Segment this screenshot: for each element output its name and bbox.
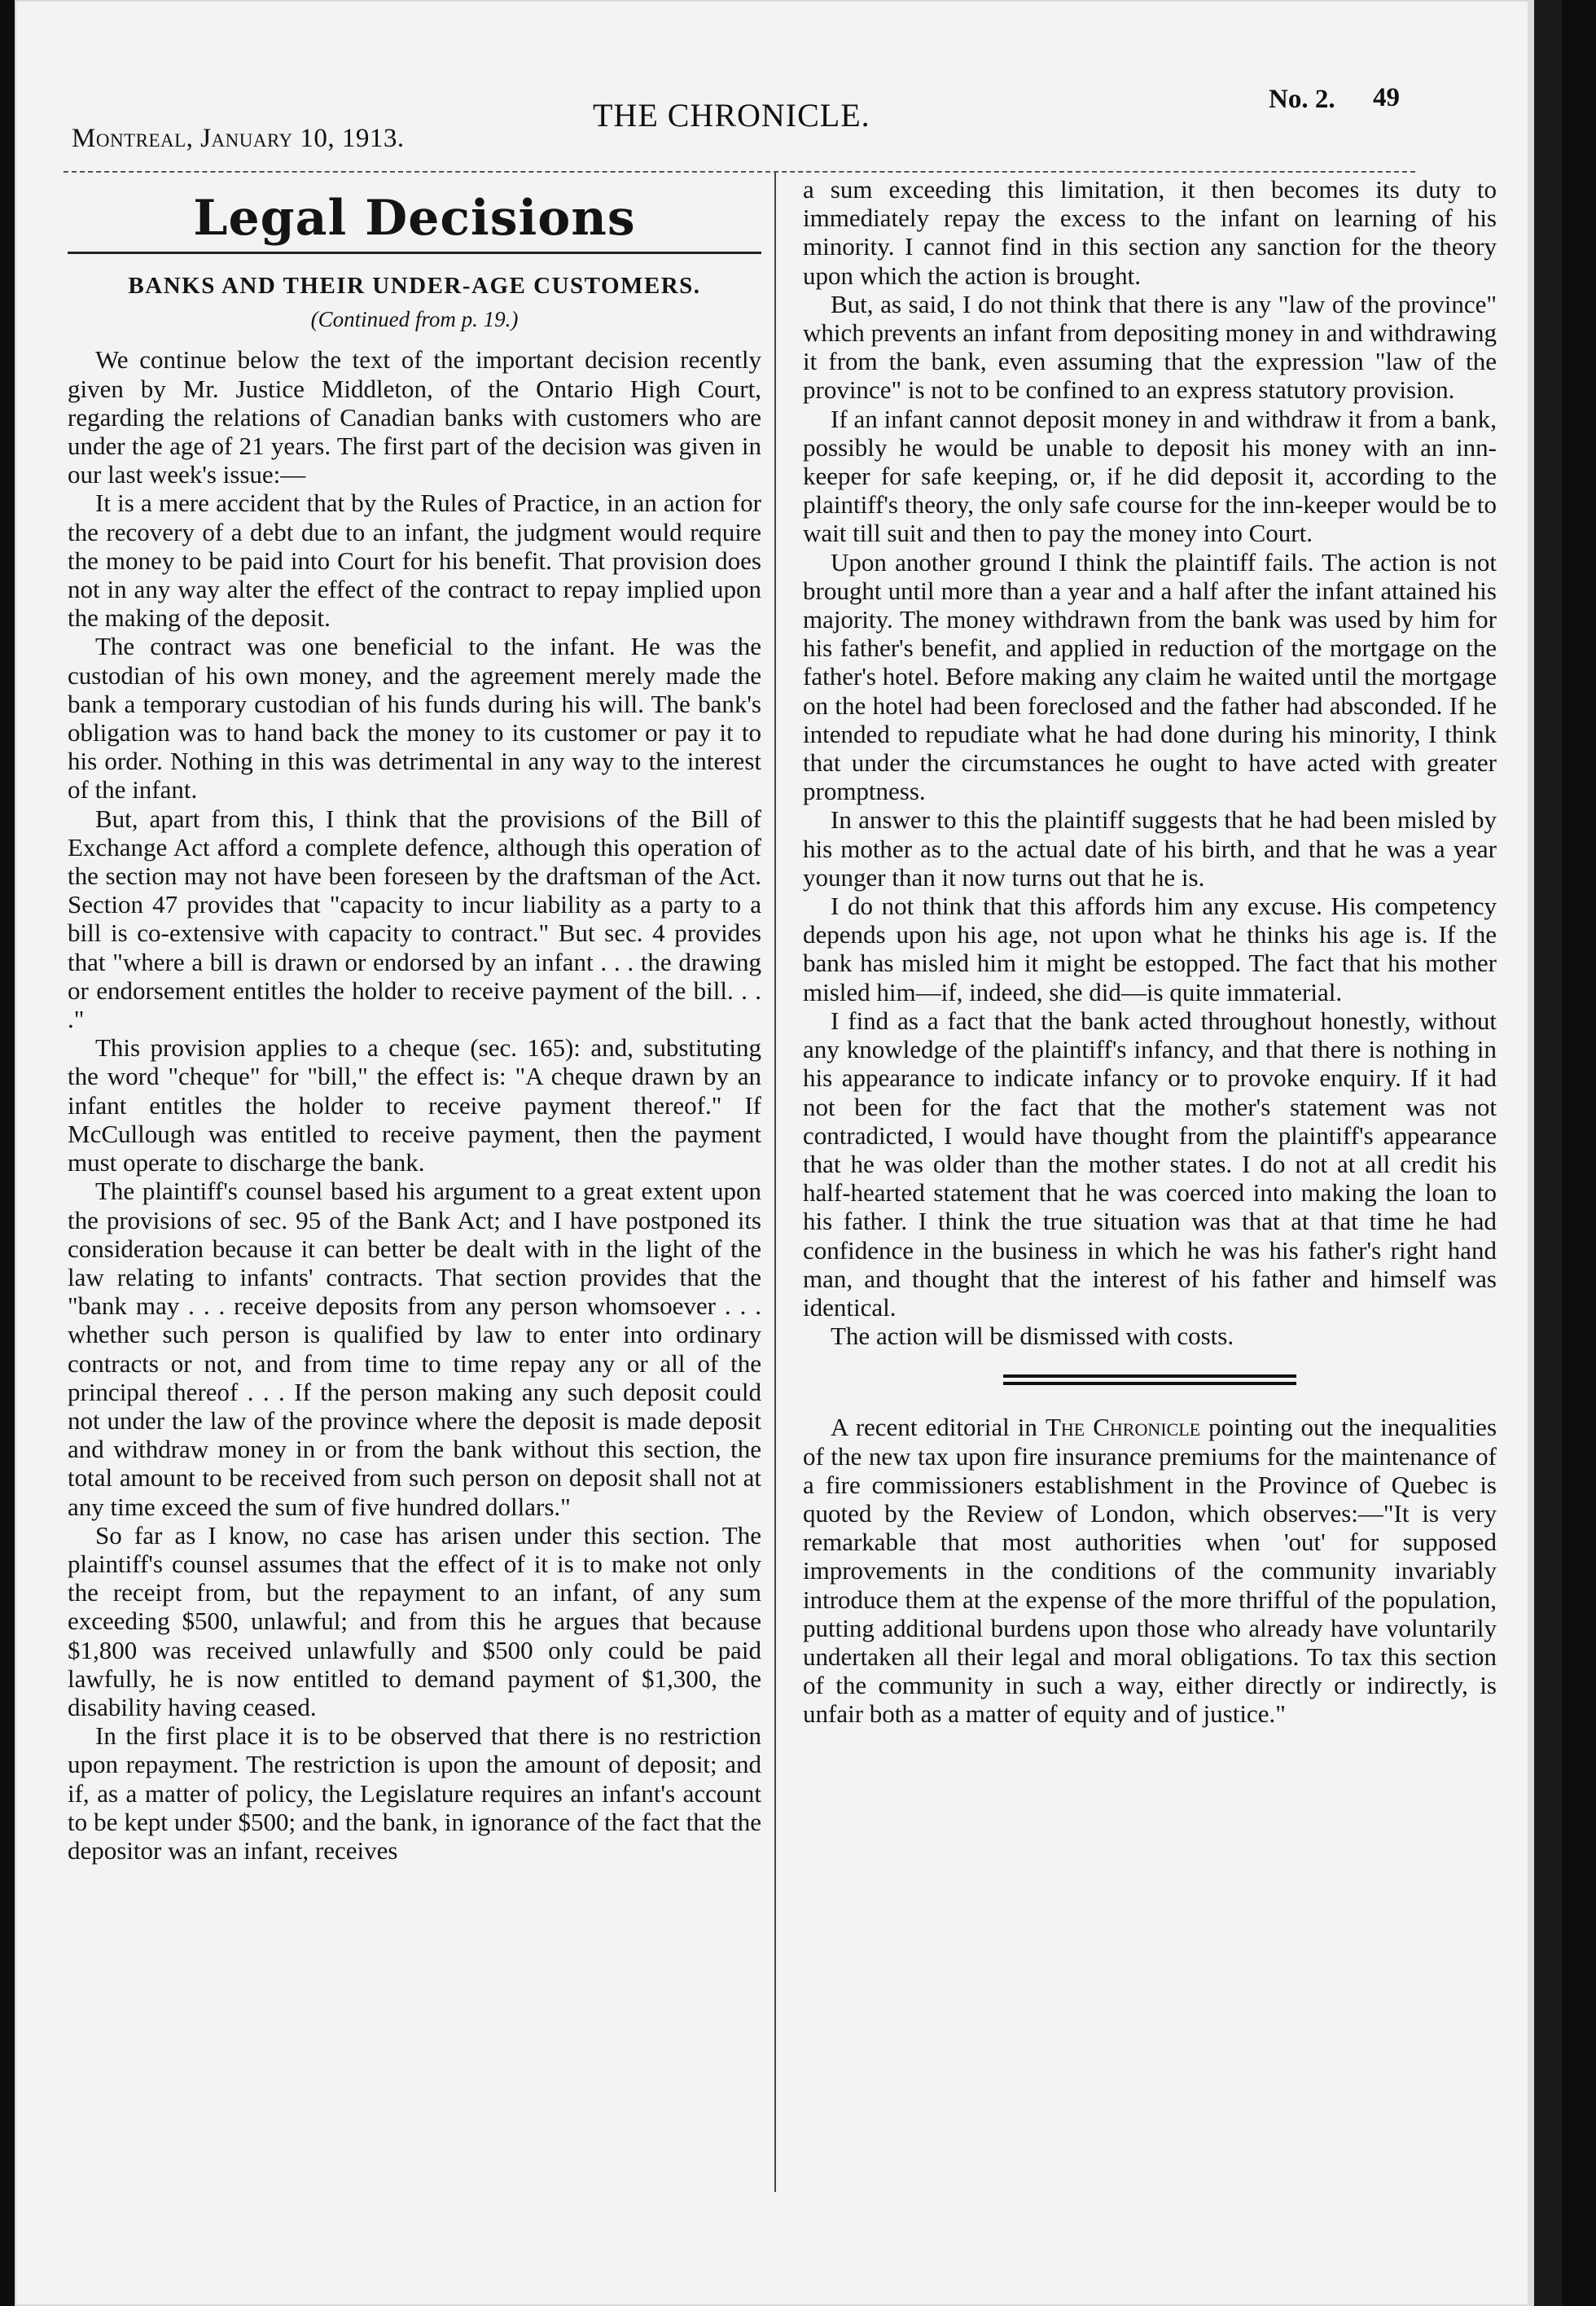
paragraph: It is a mere accident that by the Rules of Practice, in an action for the recovery of a debt due to an infant, the judgment would require the money to be paid into Court for his benefit. That provision does not in any way alter the effect of the contract to repay implied upon the making of the deposit. <box>68 489 761 633</box>
paragraph: Upon another ground I think the plaintiff fails. The action is not brought until more than a year and a half after the infant attained his majority. The money withdrawn from the bank was used by him for his father's benefit, and applied in reduction of the mortgage on the father's hotel. Before making any claim he waited until the mortgage on the hotel had been foreclosed and the father had absconded. If he intended to repudiate what he had done during his minority, I think that under the circumstances he ought to have acted with greater promptness. <box>803 547 1497 806</box>
paragraph: In answer to this the plaintiff suggests that he had been misled by his mother as to the actual date of his birth, and that he was a year younger than it now turns out that he is. <box>803 805 1497 892</box>
double-rule-separator <box>1003 1374 1296 1385</box>
page-number: 49 <box>1373 83 1400 112</box>
newspaper-page <box>15 0 1562 2306</box>
paragraph: The action will be dismissed with costs. <box>831 1322 1234 1351</box>
paragraph: If an infant cannot deposit money in and withdraw it from a bank, possibly he would be unable to deposit his money with an inn-keeper for safe keeping, or, if he did deposit it, according to the plaintiff's theory, the only safe course for the inn-keeper would be to wait till suit and then to pay the money into Court. <box>803 404 1497 548</box>
right-column <box>803 175 1497 1729</box>
paragraph: But, as said, I do not think that there is any "law of the province" which prevents an infant from depositing money in and withdrawing it from the bank, even assuming that the expression "law of the province" is not to be confined to an express statutory provision. <box>803 289 1497 405</box>
left-column <box>68 183 761 1865</box>
journal-title: THE CHRONICLE. <box>593 97 870 134</box>
article-title: BANKS AND THEIR UNDER-AGE CUSTOMERS. <box>128 273 701 299</box>
paragraph: We continue below the text of the important decision recently given by Mr. Justice Middleton, of the Ontario High Court, regarding the relations of Canadian banks with customers who are under the age of 21 years. The first part of the decision was given in our last week's issue:— <box>68 345 761 489</box>
editorial-paragraph <box>803 1413 1497 1728</box>
issue-number: No. 2. <box>1269 85 1335 114</box>
chronicle-name: The Chronicle <box>1045 1413 1201 1442</box>
editorial-body: pointing out the inequalities of the new tax upon fire insurance premiums for the maintenance of a fire commissioners establishment in the Province of Quebec is quoted by the Review of London, which observes:—"It is very remarkable that most authorities when 'out' for supposed improvements in the conditions of the community invariably introduce them at the expense of the more thrifful of the population, putting additional burdens upon those who already have voluntarily undertaken all their legal and moral obligations. To tax this section of the community in such a way, either directly or indirectly, is unfair both as a matter of equity and of justice." <box>803 1413 1497 1729</box>
paragraph: In the first place it is to be observed that there is no restriction upon repayment. The restriction is upon the amount of deposit; and if, as a matter of policy, the Legislature requires an infant's account to be kept under $500; and the bank, in ignorance of the fact that the depositor was an infant, receives <box>68 1721 761 1865</box>
paragraph: I find as a fact that the bank acted throughout honestly, without any knowledge of the plaintiff's infancy, and that there is nothing in his appearance to indicate infancy or to provoke enquiry. If it had not been for the fact that the mother's statement was not contradicted, I would have thought from the plaintiff's appearance that he was older than the mother states. I do not at all credit his half-hearted statement that he was coerced into making the loan to his father. I think the true situation was that at that time he had confidence in the business in which he was his father's right hand man, and thought that the interest of his father and himself was identical. <box>803 1006 1497 1322</box>
column-divider <box>774 173 776 2192</box>
binding-edge <box>1528 0 1562 2306</box>
paragraph: So far as I know, no case has arisen under this section. The plaintiff's counsel assumes that the effect of it is to make not only the receipt from, but the repayment to an infant, of any sum exceeding $500, unlawful; and from this he argues that because $1,800 was received unlawfully and $500 only could be paid lawfully, he is now entitled to demand payment of $1,300, the disability having ceased. <box>68 1520 761 1721</box>
paragraph: But, apart from this, I think that the provisions of the Bill of Exchange Act afford a complete defence, although this operation of the section may not have been foreseen by the draftsman of the Act. Section 47 provides that "capacity to incur liability as a party to a bill is co-extensive with capacity to contract." But sec. 4 provides that "where a bill is drawn or endorsed by an infant . . . the drawing or endorsement entitles the holder to receive payment of the bill. . . ." <box>68 804 761 1034</box>
editorial-lead: A recent editorial in <box>831 1413 1046 1442</box>
paragraph: This provision applies to a cheque (sec. 165): and, substituting the word "cheque" for "bill," the effect is: "A cheque drawn by an infant entitles the holder to receive payment thereof." If McCullough was entitled to receive payment, then the payment must operate to discharge the bank. <box>68 1033 761 1177</box>
page-header <box>72 75 1407 164</box>
header-rule <box>64 171 1415 173</box>
paragraph: a sum exceeding this limitation, it then becomes its duty to immediately repay the excess to the infant on learning of his minority. I cannot find in this section any sanction for the theory upon which the action is brought. <box>803 175 1497 290</box>
paragraph: The plaintiff's counsel based his argument to a great extent upon the provisions of sec. 95 of the Bank Act; and I have postponed its consideration because it can better be dealt with in the light of the law relating to infants' contracts. That section provides that the "bank may . . . receive deposits from any person whomsoever . . . whether such person is qualified by law to enter into ordinary contracts or not, and from time to time repay any or all of the principal thereof . . . If the person making any such deposit could not under the law of the province where the deposit is made deposit and withdraw money in or from the bank without this section, the total amount to be received from such person on deposit shall not at any time exceed the sum of five hundred dollars." <box>68 1177 761 1521</box>
section-heading: Legal Decisions <box>193 190 636 247</box>
paragraph: The contract was one beneficial to the infant. He was the custodian of his own money, and the agreement merely made the bank a temporary custodian of his funds during his will. The bank's obligation was to hand back the money to its customer or pay it to his order. Nothing in this was detrimental in any way to the interest of the infant. <box>68 632 761 804</box>
running-date: Montreal, January 10, 1913. <box>72 124 405 153</box>
paragraph: I do not think that this affords him any excuse. His competency depends upon his age, not upon what he thinks his age is. If the bank has misled him it might be estopped. The fact that his mother misled him—if, indeed, she did—is quite immaterial. <box>803 892 1497 1006</box>
heading-rule <box>68 252 761 254</box>
article-continued-note: (Continued from p. 19.) <box>310 307 519 332</box>
